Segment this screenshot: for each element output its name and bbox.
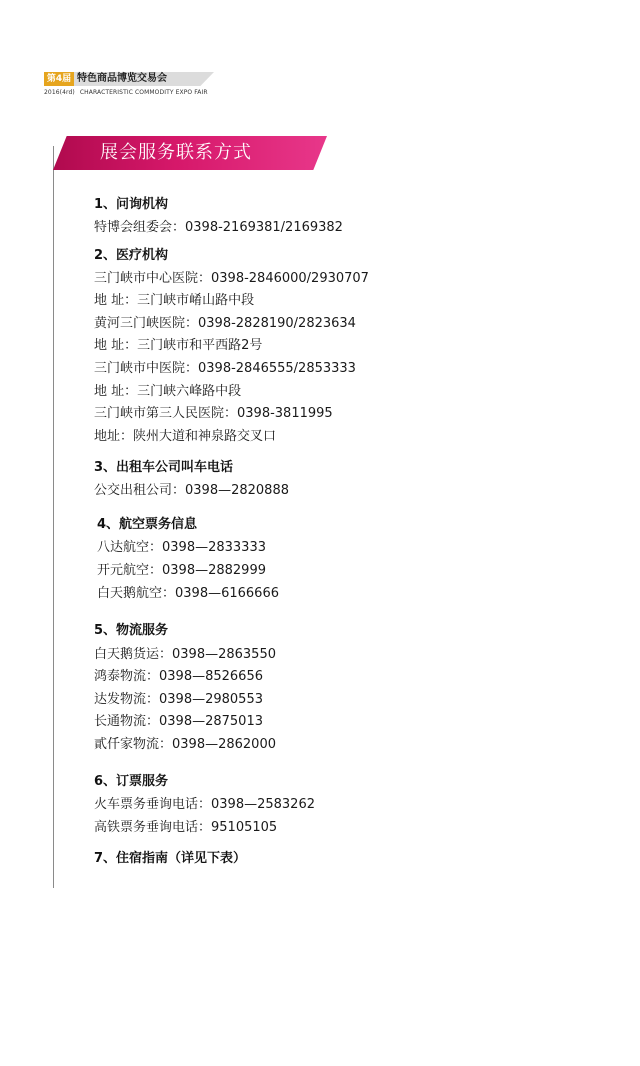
expo-subtitle [44,89,213,96]
expo-header-band [44,72,214,86]
list-item: 八达航空：0398—2833333 [97,540,266,555]
list-item: 地 址：三门峡六峰路中段 [94,384,242,399]
list-item: 特博会组委会：0398-2169381/2169382 [94,220,343,235]
list-item: 三门峡市第三人民医院：0398-3811995 [94,406,333,421]
section-heading-lodging: 7、住宿指南（详见下表） [94,851,247,866]
list-item: 地 址：三门峡市崤山路中段 [94,293,255,308]
section-heading-tickets: 6、订票服务 [94,774,169,789]
list-item: 地 址：三门峡市和平西路2号 [94,338,263,353]
list-item: 白天鹅货运：0398—2863550 [94,647,276,662]
list-item: 地址：陕州大道和神泉路交叉口 [94,429,277,444]
list-item: 达发物流：0398—2980553 [94,692,263,707]
left-divider-line [53,146,54,888]
section-heading-airline: 4、航空票务信息 [97,517,198,532]
list-item: 高铁票务垂询电话：95105105 [94,820,278,835]
list-item: 火车票务垂询电话：0398—2583262 [94,797,315,812]
list-item: 三门峡市中医院：0398-2846555/2853333 [94,361,356,376]
list-item: 鸿泰物流：0398—8526656 [94,669,263,684]
banner-title: 展会服务联系方式 [100,142,252,163]
list-item: 公交出租公司：0398—2820888 [94,483,289,498]
expo-title-cn: 特色商品博览交易会 [77,73,167,84]
section-heading-logistics: 5、物流服务 [94,623,169,638]
section-heading-taxi: 3、出租车公司叫车电话 [94,460,234,475]
section-heading-inquiry: 1、问询机构 [94,197,169,212]
expo-year: 2016(4rd) [44,89,75,96]
list-item: 黄河三门峡医院：0398-2828190/2823634 [94,316,356,331]
section-heading-medical: 2、医疗机构 [94,248,169,263]
edition-badge: 第4届 [44,72,74,86]
list-item: 开元航空：0398—2882999 [97,563,266,578]
list-item: 三门峡市中心医院：0398-2846000/2930707 [94,271,369,286]
list-item: 貳仟家物流：0398—2862000 [94,737,276,752]
list-item: 长通物流：0398—2875013 [94,714,263,729]
expo-title-en: CHARACTERISTIC COMMODITY EXPO FAIR [79,89,208,96]
list-item: 白天鹅航空：0398—6166666 [97,586,279,601]
